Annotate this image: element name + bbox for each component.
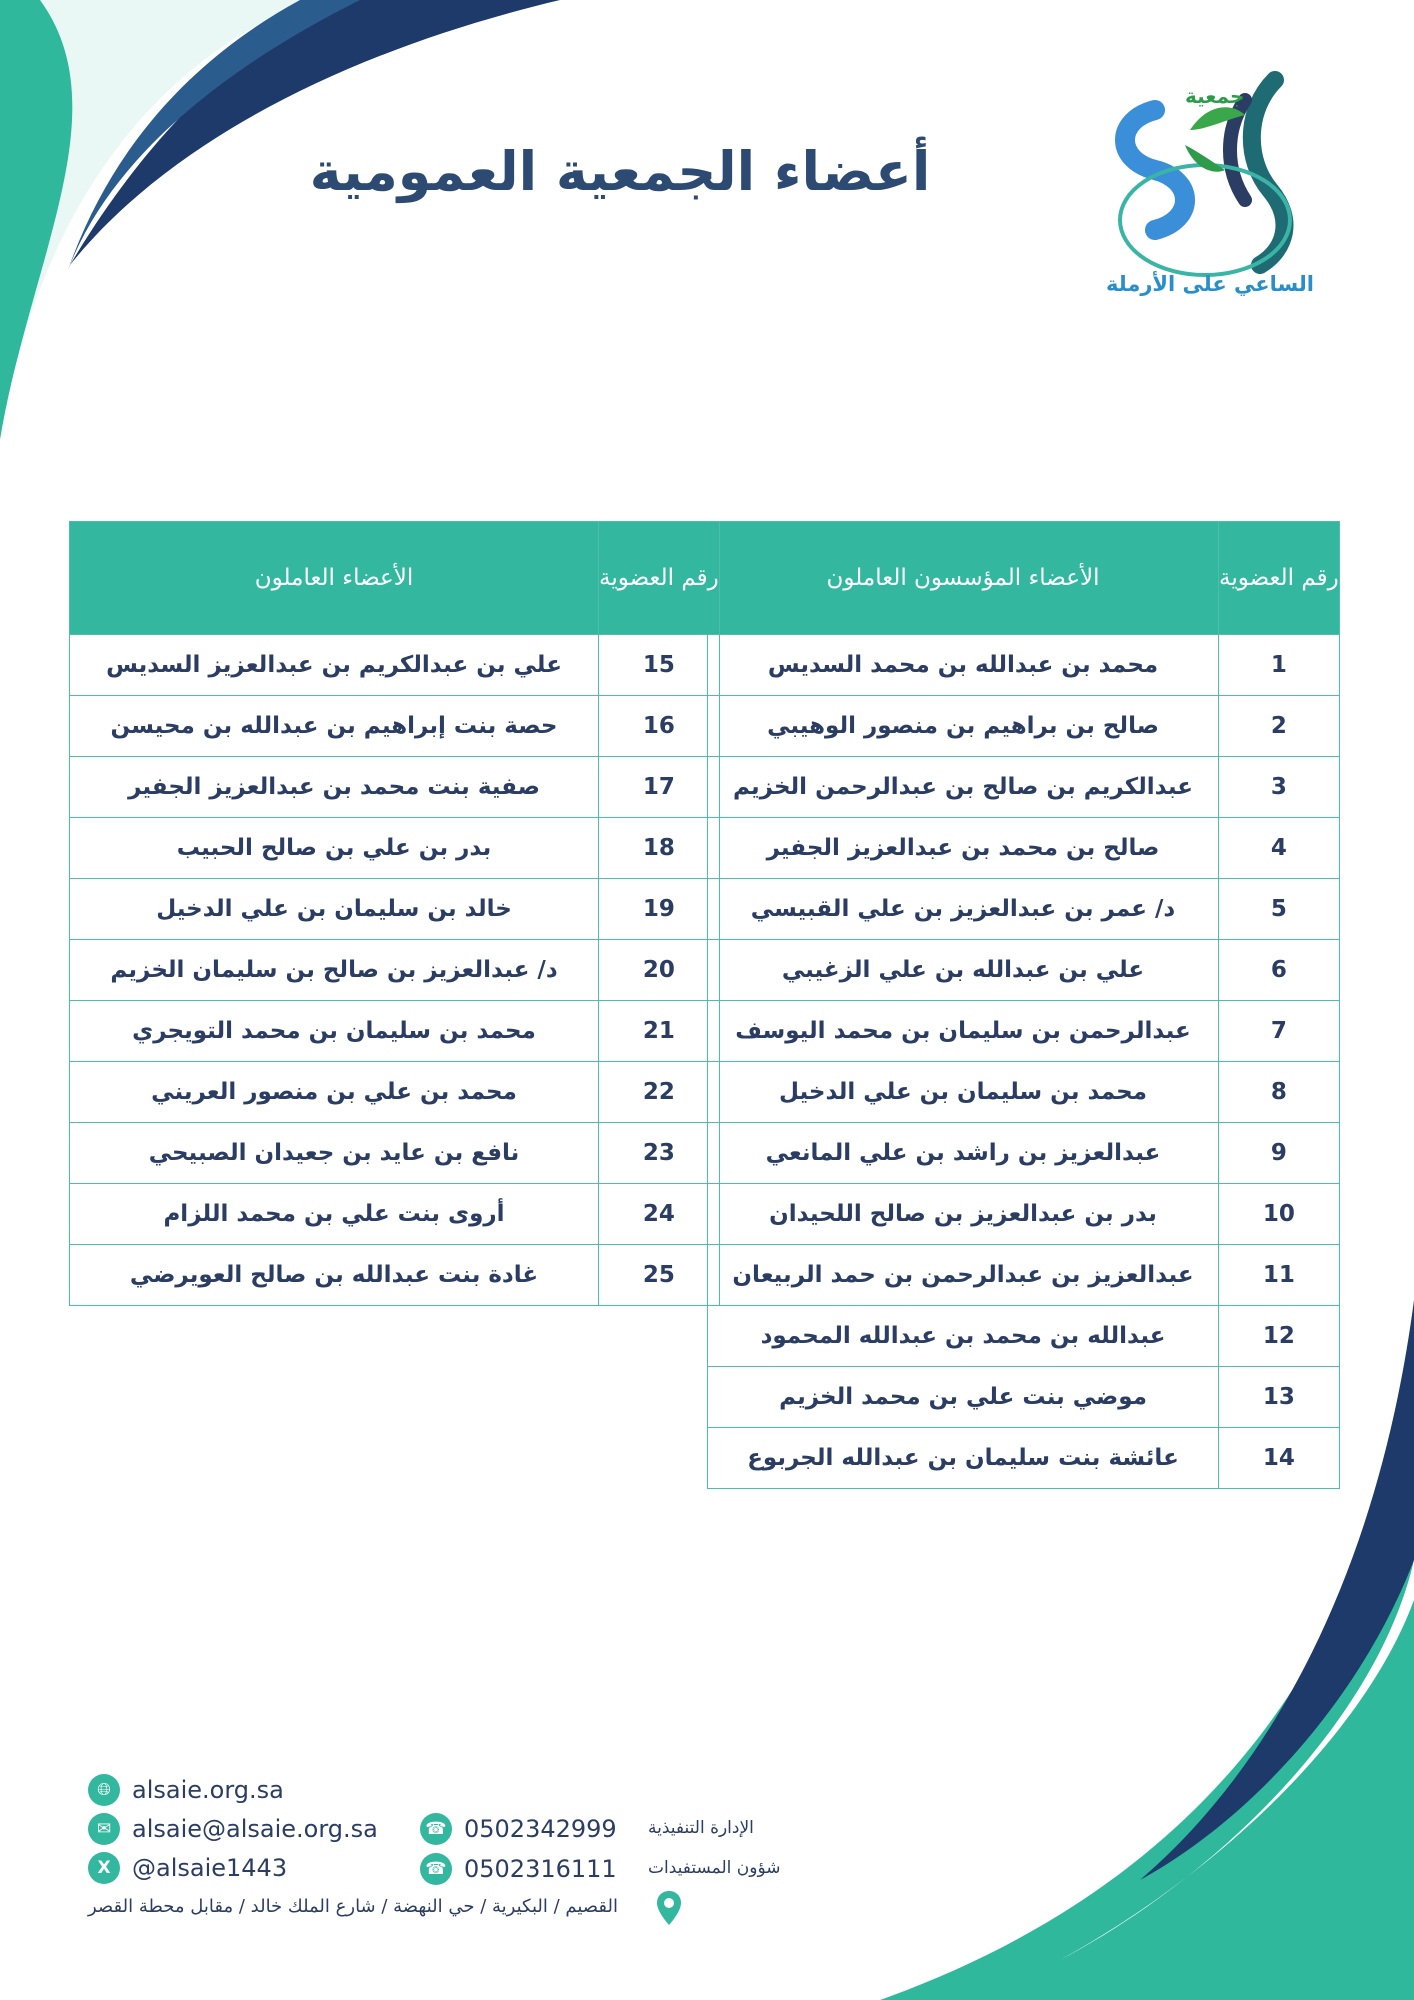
membership-number: 16	[599, 696, 720, 757]
member-name: عبدالعزيز بن عبدالرحمن بن حمد الربيعان	[708, 1245, 1219, 1306]
table-row	[70, 635, 720, 696]
table-row	[708, 1245, 1340, 1306]
table-row	[70, 879, 720, 940]
table-row	[70, 1001, 720, 1062]
mail-icon: ✉	[88, 1813, 120, 1845]
table-row	[708, 1306, 1340, 1367]
table-row	[70, 757, 720, 818]
member-name: بدر بن علي بن صالح الحبيب	[70, 818, 599, 879]
member-name: حصة بنت إبراهيم بن عبدالله بن محيسن	[70, 696, 599, 757]
table-row	[708, 1123, 1340, 1184]
membership-number: 9	[1219, 1123, 1340, 1184]
member-name: عبدالرحمن بن سليمان بن محمد اليوسف	[708, 1001, 1219, 1062]
membership-number: 12	[1219, 1306, 1340, 1367]
address: القصيم / البكيرية / حي النهضة / شارع الملك خالد / مقابل محطة القصر	[88, 1896, 618, 1917]
member-name: أروى بنت علي بن محمد اللزام	[70, 1184, 599, 1245]
member-name: صفية بنت محمد بن عبدالعزيز الجفير	[70, 757, 599, 818]
table-row	[70, 940, 720, 1001]
table-row	[708, 1001, 1340, 1062]
member-name: بدر بن عبدالعزيز بن صالح اللحيدان	[708, 1184, 1219, 1245]
phone-benef[interactable]: 0502316111	[464, 1855, 617, 1883]
table-row	[708, 1428, 1340, 1489]
workers-number-header: رقم العضوية	[599, 522, 720, 635]
table-row	[708, 1367, 1340, 1428]
member-name: صالح بن محمد بن عبدالعزيز الجفير	[708, 818, 1219, 879]
table-row	[70, 1184, 720, 1245]
membership-number: 7	[1219, 1001, 1340, 1062]
membership-number: 1	[1219, 635, 1340, 696]
member-name: عبدالكريم بن صالح بن عبدالرحمن الخزيم	[708, 757, 1219, 818]
workers-table	[69, 521, 720, 1306]
member-name: محمد بن علي بن منصور العريني	[70, 1062, 599, 1123]
membership-number: 14	[1219, 1428, 1340, 1489]
table-row	[70, 818, 720, 879]
member-name: نافع بن عايد بن جعيدان الصبيحي	[70, 1123, 599, 1184]
membership-number: 22	[599, 1062, 720, 1123]
membership-number: 8	[1219, 1062, 1340, 1123]
table-row	[708, 1062, 1340, 1123]
twitter-link[interactable]: @alsaie1443	[132, 1854, 288, 1882]
member-name: غادة بنت عبدالله بن صالح العويرضي	[70, 1245, 599, 1306]
membership-number: 15	[599, 635, 720, 696]
founders-table	[707, 521, 1340, 1489]
logo-badge: جمعية	[1185, 84, 1245, 108]
membership-number: 3	[1219, 757, 1340, 818]
logo-name: الساعي على الأرملة	[1106, 272, 1314, 296]
footer-phone-benef	[420, 1853, 617, 1885]
whatsapp-icon: ☎	[420, 1853, 452, 1885]
member-name: عبدالعزيز بن راشد بن علي المانعي	[708, 1123, 1219, 1184]
footer-phone-exec	[420, 1813, 617, 1845]
founders-name-header: الأعضاء المؤسسون العاملون	[708, 522, 1219, 635]
member-name: خالد بن سليمان بن علي الدخيل	[70, 879, 599, 940]
founders-header-row	[708, 522, 1340, 635]
footer-website	[88, 1774, 284, 1806]
table-row	[70, 696, 720, 757]
membership-number: 18	[599, 818, 720, 879]
globe-icon: 🌐︎	[88, 1774, 120, 1806]
phone-benef-label: شؤون المستفيدات	[648, 1858, 781, 1878]
footer-twitter	[88, 1852, 287, 1884]
membership-number: 25	[599, 1245, 720, 1306]
member-name: د/ عبدالعزيز بن صالح بن سليمان الخزيم	[70, 940, 599, 1001]
membership-number: 11	[1219, 1245, 1340, 1306]
member-name: علي بن عبدالله بن علي الزغيبي	[708, 940, 1219, 1001]
founders-body	[708, 635, 1340, 1489]
table-row	[708, 1184, 1340, 1245]
phone-exec[interactable]: 0502342999	[464, 1815, 617, 1843]
member-name: علي بن عبدالكريم بن عبدالعزيز السديس	[70, 635, 599, 696]
workers-name-header: الأعضاء العاملون	[70, 522, 599, 635]
table-row	[708, 635, 1340, 696]
location-pin-icon	[656, 1890, 682, 1926]
x-icon: X	[88, 1852, 120, 1884]
table-row	[70, 1062, 720, 1123]
member-name: صالح بن براهيم بن منصور الوهيبي	[708, 696, 1219, 757]
footer-email	[88, 1813, 378, 1845]
member-name: محمد بن عبدالله بن محمد السديس	[708, 635, 1219, 696]
table-row	[708, 696, 1340, 757]
membership-number: 2	[1219, 696, 1340, 757]
membership-number: 23	[599, 1123, 720, 1184]
member-name: محمد بن سليمان بن علي الدخيل	[708, 1062, 1219, 1123]
member-name: عبدالله بن محمد بن عبدالله المحمود	[708, 1306, 1219, 1367]
membership-number: 19	[599, 879, 720, 940]
workers-header-row	[70, 522, 720, 635]
membership-number: 5	[1219, 879, 1340, 940]
membership-number: 21	[599, 1001, 720, 1062]
member-name: موضي بنت علي بن محمد الخزيم	[708, 1367, 1219, 1428]
table-row	[708, 940, 1340, 1001]
table-row	[708, 818, 1340, 879]
membership-number: 6	[1219, 940, 1340, 1001]
phone-exec-label: الإدارة التنفيذية	[648, 1818, 754, 1838]
member-name: د/ عمر بن عبدالعزيز بن علي القبيسي	[708, 879, 1219, 940]
membership-number: 20	[599, 940, 720, 1001]
page-title: أعضاء الجمعية العمومية	[309, 140, 931, 203]
member-name: محمد بن سليمان بن محمد التويجري	[70, 1001, 599, 1062]
table-row	[70, 1123, 720, 1184]
membership-number: 24	[599, 1184, 720, 1245]
website-link[interactable]: alsaie.org.sa	[132, 1776, 284, 1804]
workers-body	[70, 635, 720, 1306]
membership-number: 13	[1219, 1367, 1340, 1428]
table-row	[708, 879, 1340, 940]
membership-number: 4	[1219, 818, 1340, 879]
member-name: عائشة بنت سليمان بن عبدالله الجربوع	[708, 1428, 1219, 1489]
membership-number: 10	[1219, 1184, 1340, 1245]
whatsapp-icon: ☎	[420, 1813, 452, 1845]
table-row	[708, 757, 1340, 818]
email-link[interactable]: alsaie@alsaie.org.sa	[132, 1815, 378, 1843]
table-row	[70, 1245, 720, 1306]
founders-number-header: رقم العضوية	[1219, 522, 1340, 635]
membership-number: 17	[599, 757, 720, 818]
